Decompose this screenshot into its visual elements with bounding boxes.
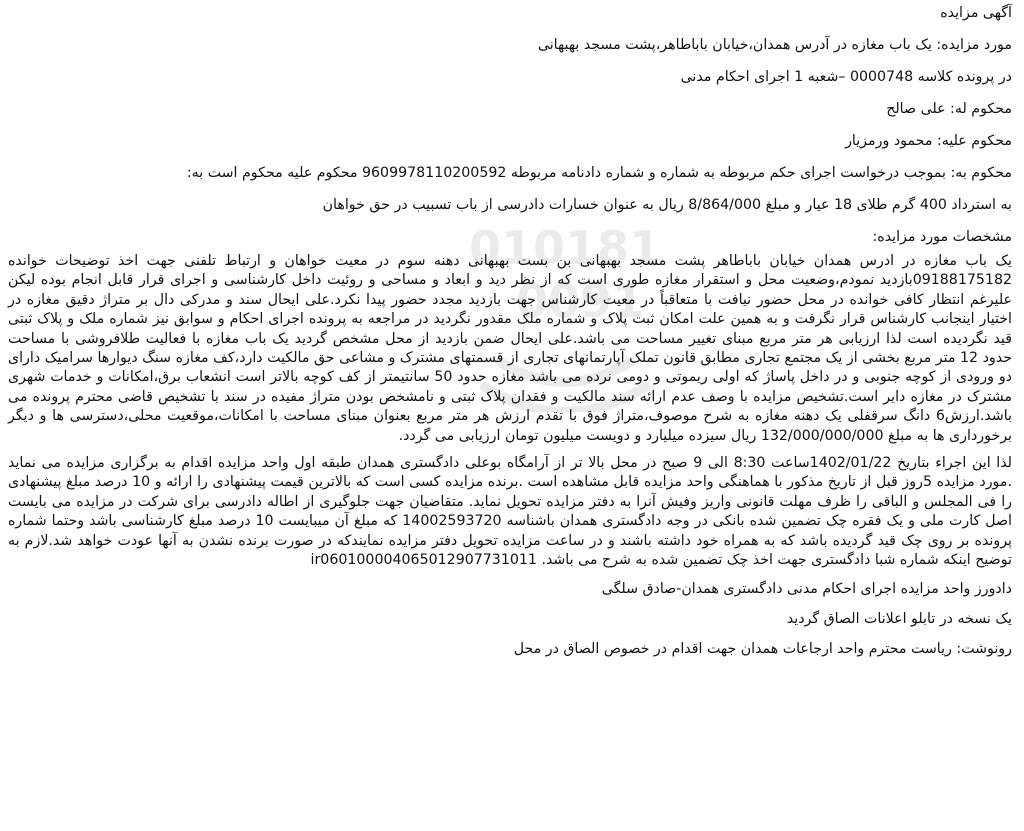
signature-line: دادورز واحد مزایده اجرای احکام مدنی دادگستری همدان-صادق سلگی xyxy=(601,580,1012,597)
debtor-name: محکوم علیه: محمود ورمزیار xyxy=(845,133,1012,149)
sheba-number: ir060100004065012907731011 xyxy=(310,552,537,569)
watermark-number-top: 010181 xyxy=(468,221,662,275)
creditor-name: محکوم له: علی صالح xyxy=(886,101,1012,117)
judgment-statement: محکوم به: بموجب درخواست اجرای حکم مربوطه به شماره و شماره دادنامه مربوطه 9609978110200592 محکوم علیه محکوم است به: xyxy=(186,165,1012,181)
notice-title: آگهی مزایده xyxy=(940,5,1012,21)
auction-terms xyxy=(8,454,1012,570)
auction-subject: مورد مزایده: یک باب مغازه در آدرس همدان،خیابان باباطاهر،پشت مسجد بهبهانی xyxy=(537,37,1012,53)
watermark-number-bottom: 0091 xyxy=(515,274,645,328)
auction-notice-document xyxy=(8,4,1012,658)
property-description: یک باب مغازه در ادرس همدان خیابان باباطاهر پشت مسجد بهبهانی بن بست بهبهانی دهنه سوم در معیت خواهان و ارتباط تلفنی جهت اخذ توضیحات خوانده 09188175182بازدید نمودم،وضعیت محل و استقرار مغازه طوری است که از نظر دید و ابعاد و مساحی و روئیت داخل کارشناسی و اجرای قرار قابل انجام بوده لیکن علیرغم انتظار کافی خوانده در محل حضور نیافت با متعاقباً در معیت کارشناس جهت بازدید مجدد حضور پیدا نکرد.علی ایحال سند و مدرکی دال بر متراژ دقیق مغازه در اختیار اینجانب کارشناس قرار نگرفت و به همین علت امکان ثبت پلاک و شماره ملک مقدور نگردید در مراجعه به پرونده اجرای احکام و سوابق نیز شماره ملک و پلاک ثبتی قید نگردیده است لذا ارزیابی هر متر مربع مبنای تغییر مساحت می باشد.علی ایحال ضمن بازدید از محل مشخص گردید یک باب مغازه با فعالیت طلافروشی با مساحت حدود 12 متر مربع بخشی از یک مجتمع تجاری مطابق قانون تملک آپارتمانهای تجاری از قسمتهای مشترک و مشاعی حق مالکیت دارد،کف مغازه سنگ دیوارها سرامیک دارای دو ورودی از کوچه جنوبی و در داخل پاساژ که اولی ریموتی و دومی نرده می باشد مغازه حدود 50 سانتیمتر از کف کوچه بالاتر است انشعاب برق،امکانات و خدمات شهری مشترک در مغازه دایر است.تشخیص مزایده با وصف عدم ارائه سند مالکیت و فقدان پلاک ثبتی و نامشخص بودن متراژ مفیده در سند با تشخیص قاضی محترم پرونده می باشد.ارزش6 دانگ سرقفلی یک دهنه مغازه به شرح موصوف،متراژ فوق با تقدم ارزش هر متر مربع بعنوان مبنای مساحت با امکانات،موقعیت محلی،دسترسی ها و دیگر برخورداری ها به مبلغ 132/000/000/000 ریال سیزده میلیارد و دویست میلیون تومان ارزیابی می گردد. xyxy=(8,253,1012,444)
restitution-statement: به استرداد 400 گرم طلای 18 عیار و مبلغ 8/864/000 ریال به عنوان خسارات دادرسی از باب تسبیب در حق خواهان xyxy=(322,197,1012,213)
case-file-number: در پرونده کلاسه 0000748 –شعبه 1 اجرای احکام مدنی xyxy=(680,69,1012,85)
carbon-copy-note: رونوشت: ریاست محترم واحد ارجاعات همدان جهت اقدام در خصوص الصاق در محل xyxy=(513,640,1012,657)
posting-note: یک نسخه در تابلو اعلانات الصاق گردید xyxy=(786,610,1012,627)
specifications-heading: مشخصات مورد مزایده: xyxy=(872,229,1012,245)
auction-terms-text: لذا این اجراء بتاریخ 1402/01/22ساعت 8:30 الی 9 صبح در محل بالا تر از آرامگاه بوعلی دادگستری همدان طبقه اول واحد مزایده اقدام به برگزاری مزایده می نماید .مورد مزایده 5روز قبل از تاریخ مذکور با هماهنگی واحد مزایده قابل مشاهده است .برنده مزایده کسی است که بالاترین قیمت پیشنهادی را ارائه و 10 درصد مبلغ پیشنهادی را فی المجلس و الباقی را ظرف مهلت قانونی واریز وفیش آنرا به دفتر مزایده تحویل نماید. متقاضیان جهت جلوگیری از اطاله دادرسی برای شرکت در مزایده می بایست اصل کارت ملی و یک فقره چک تضمین شده بانکی در وجه دادگستری همدان باشناسه 14002593720 که مبلغ آن میبایست 10 درصد مبلغ کارشناسی باشد وحتما شماره پرونده بر روی چک قید گردیده باشد که به همراه خود داشته باشند و در ساعت مزایده تحویل دفتر مزایده نمایندکه در صورت برنده نشدن به آنها عودت خواهد شد.لازم به توضیح اینکه شماره شبا دادگستری جهت اخذ چک تضمین شده به شرح می باشد. xyxy=(8,455,1012,569)
